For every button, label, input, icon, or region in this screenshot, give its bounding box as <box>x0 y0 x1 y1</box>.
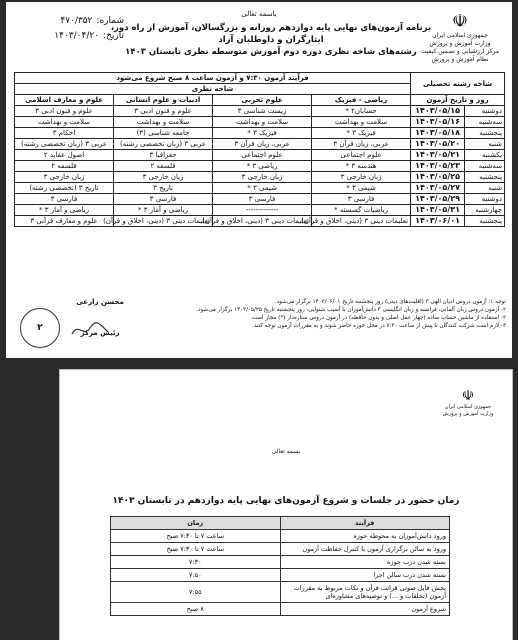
iran-emblem-icon: ☫ <box>461 388 475 404</box>
exam-day: دوشنبه <box>465 194 505 205</box>
number-label: شماره: <box>96 16 124 26</box>
iran-emblem-icon: ☫ <box>451 11 469 32</box>
subject-cell: تاریخ ۳ (تخصصی رشته) <box>15 183 114 194</box>
header-field-science: علوم تجربی <box>213 95 312 106</box>
table-row <box>15 205 505 216</box>
ministry-line-2: وزارت آموزش و پرورش <box>429 40 491 47</box>
subject-cell: سلامت و بهداشت <box>213 117 312 128</box>
date-label: تاریخ: <box>103 31 124 41</box>
date-value: ۱۴۰۳/۰۴/۲۰ <box>54 31 100 41</box>
header-day-date: روز و تاریخ آزمون <box>411 95 505 106</box>
subject-cell: علوم و فنون ادبی ۳ <box>15 106 114 117</box>
official-stamp: ۲ <box>20 308 60 348</box>
subject-cell: شیمی ۳ * <box>312 183 411 194</box>
subject-cell: شیمی ۳ * <box>213 183 312 194</box>
exam-day: پنجشنبه <box>465 172 505 183</box>
subject-cell: عربی ۳ (زبان تخصصی رشته) <box>15 139 114 150</box>
table-row <box>15 194 505 205</box>
table-row <box>15 128 505 139</box>
header-field-math: ریاضی - فیزیک <box>312 95 411 106</box>
table-row <box>111 530 450 543</box>
exam-day: شنبه <box>465 183 505 194</box>
subject-cell: فلسفه ۲ <box>114 161 213 172</box>
subject-cell: سلامت و بهداشت <box>114 117 213 128</box>
exam-date: ۱۴۰۳/۰۵/۱۵ <box>411 106 465 117</box>
subject-cell: تعلیمات دینی ۳ (دینی، اخلاق و قرآن) <box>213 216 312 227</box>
ministry-line-1: جمهوری اسلامی ایران <box>432 32 488 39</box>
ministry-logo <box>438 388 498 418</box>
table-row <box>15 216 505 227</box>
subject-cell: ------------- <box>213 205 312 216</box>
notes-block <box>114 298 506 330</box>
subject-cell: عربی، زبان قرآن ۳ <box>213 139 312 150</box>
header-field: شاخه رشته تحصیلی <box>411 73 505 95</box>
exam-date: ۱۴۰۳/۰۵/۲۵ <box>411 172 465 183</box>
subject-cell: فارسی ۳ <box>312 194 411 205</box>
table-row <box>15 150 505 161</box>
exam-date: ۱۴۰۳/۰۵/۱۶ <box>411 117 465 128</box>
subject-cell: فیزیک ۳ * <box>213 128 312 139</box>
bismillah: بسمه تعالی <box>271 448 301 455</box>
subject-cell: تعلیمات دینی ۳ (دینی، اخلاق و قرآن) <box>114 216 213 227</box>
subject-cell: ریاضیات گسسته * <box>312 205 411 216</box>
header-process: فرآیند <box>280 517 450 530</box>
note-2: ۲- آزمون دروس زبان آلمانی، فرانسه و زبان انگلیسی ۳ دانش‌آموزان با آسیب شنوایی، روز پنجشنبه تاریخ ۱۴۰۳/۰۵/۲۵ برگزار می‌شود. <box>196 307 506 313</box>
signer-name: محسن زارعی <box>76 298 124 306</box>
exam-date: ۱۴۰۳/۰۵/۳۱ <box>411 205 465 216</box>
exam-schedule-sheet <box>6 2 512 358</box>
exam-day: سه‌شنبه <box>465 117 505 128</box>
exam-day: پنجشنبه <box>465 128 505 139</box>
logo-text: جمهوری اسلامی ایران وزارت آموزش و پرورش <box>442 404 494 417</box>
exam-date: ۱۴۰۳/۰۶/۰۱ <box>411 216 465 227</box>
signature-scribble <box>70 320 110 340</box>
exam-day: دوشنبه <box>465 106 505 117</box>
subject-cell: فلسفه ۲ <box>15 161 114 172</box>
note-1: توجه ۱: آزمون دروس ادیان الهی ۳ (اقلیت‌های دینی) روز پنجشنبه تاریخ ۱۴۰۳/۰۶/۰۱ برگزار می‌شود. <box>274 299 506 305</box>
table-row <box>15 139 505 150</box>
table-row <box>111 603 450 616</box>
subject-cell: حسابان۲ * <box>312 106 411 117</box>
table-row <box>15 183 505 194</box>
header-process-note: فرآیند آزمون ۷:۳۰ و آزمون ساعت ۸ صبح شروع می‌شود <box>15 73 411 84</box>
table-row <box>15 106 505 117</box>
subject-cell: زبان خارجی ۳ <box>15 172 114 183</box>
ministry-line-3: مرکز ارزشیابی و تضمین کیفیت نظام آموزش و پرورش <box>420 48 500 63</box>
exam-date: ۱۴۰۳/۰۵/۱۸ <box>411 128 465 139</box>
signer-title: رئیس مرکز <box>80 329 120 337</box>
schedule-title <box>106 22 436 58</box>
note-3: ۳- استفاده از ماشین حساب ساده (چهار عمل اصلی و بدون حافظه) در آزمون دروس ستاره‌دار (*) مجاز است. <box>250 315 506 321</box>
time-cell: ۷:۵۵ <box>111 582 281 603</box>
subject-cell: سلامت و بهداشت <box>312 117 411 128</box>
time-cell: ساعت ۷ تا ۷:۳۰ صبح <box>111 543 281 556</box>
process-cell: بسته شدن درب حوزه <box>280 556 450 569</box>
process-cell: پخش فایل صوتی قرائت قرآن و نکات مربوط به مقررات آزمون (تخلفات و ...) و توصیه‌های مشاوره‌ای <box>280 582 450 603</box>
time-cell: ۷:۳۰ <box>111 556 281 569</box>
subject-cell: علوم و فنون ادبی ۳ <box>114 106 213 117</box>
exam-date: ۱۴۰۳/۰۵/۲۱ <box>411 150 465 161</box>
process-cell: ورود دانش‌آموزان به محوطه حوزه <box>280 530 450 543</box>
subject-cell: علوم اجتماعی <box>312 150 411 161</box>
header-field-islamic: علوم و معارف اسلامی <box>15 95 114 106</box>
subject-cell: هندسه ۳ * <box>312 161 411 172</box>
time-cell: ساعت ۷ تا ۷:۳۰ صبح <box>111 530 281 543</box>
subject-cell: علوم اجتماعی <box>213 150 312 161</box>
timing-table <box>110 516 450 616</box>
subject-cell: زبان خارجی ۳ <box>312 172 411 183</box>
table-row <box>15 161 505 172</box>
subject-cell: عربی ۳ (زبان تخصصی رشته) <box>114 139 213 150</box>
subject-cell: زبان خارجی ۳ <box>114 172 213 183</box>
subject-cell: ریاضی و آمار ۳ * <box>15 205 114 216</box>
table-row <box>111 569 450 582</box>
process-cell: ورود به سالن برگزاری آزمون با کنترل حفاظت آزمون <box>280 543 450 556</box>
process-cell: شروع آزمون <box>280 603 450 616</box>
subject-cell: اصول عقاید ۲ <box>15 150 114 161</box>
timing-title: زمان حضور در جلسات و شروع آزمون‌های نهایی پایه دوازدهم در تابستان ۱۴۰۳ <box>112 496 460 506</box>
table-row <box>15 117 505 128</box>
subject-cell: عربی، زبان قرآن ۳ <box>312 139 411 150</box>
table-row <box>111 543 450 556</box>
exam-date: ۱۴۰۳/۰۵/۲۷ <box>411 183 465 194</box>
subject-cell: تاریخ ۳ <box>114 183 213 194</box>
subject-cell: زیست شناسی ۳ <box>213 106 312 117</box>
title-line-1: برنامه آزمون‌های نهایی پایه دوازدهم روزانه و بزرگسالان، آموزش از راه دور، ایثارگران و داوطلبان آزاد <box>110 23 432 45</box>
exam-timing-sheet <box>60 370 512 640</box>
exam-day: پنجشنبه <box>465 216 505 227</box>
title-line-2: رشته‌های شاخه نظری دوره دوم آموزش متوسطه نظری تابستان ۱۴۰۳ <box>125 47 417 57</box>
subject-cell: ریاضی ۳ * <box>213 161 312 172</box>
exam-day: یکشنبه <box>465 150 505 161</box>
number-value: ۴۷۰/۳۵۲ <box>60 16 93 26</box>
time-cell: ۸ صبح <box>111 603 281 616</box>
header-field-humanities: ادبیات و علوم انسانی <box>114 95 213 106</box>
exam-date: ۱۴۰۳/۰۵/۲۹ <box>411 194 465 205</box>
exam-day: سه‌شنبه <box>465 161 505 172</box>
header-time: زمان <box>111 517 281 530</box>
subject-cell: جغرافیا ۳ <box>114 150 213 161</box>
process-cell: بسته شدن درب سالن اجرا <box>280 569 450 582</box>
subject-cell: فارسی ۳ <box>114 194 213 205</box>
subject-cell: فیزیک ۳ * <box>312 128 411 139</box>
subject-cell: جامعه شناسی (۳) <box>114 128 213 139</box>
note-4: ۴- لازم است شرکت کنندگان تا پیش از ساعت ۷:۳۰ در محل حوزه حاضر شوند و به مقررات آزمون توجه کنند. <box>252 323 506 329</box>
exam-day: چهارشنبه <box>465 205 505 216</box>
exam-date: ۱۴۰۳/۰۵/۲۰ <box>411 139 465 150</box>
subject-cell: زبان خارجی ۳ <box>213 172 312 183</box>
header-branch: شاخه نظری <box>15 84 411 95</box>
subject-cell: فارسی ۳ <box>213 194 312 205</box>
exam-date: ۱۴۰۳/۰۵/۲۳ <box>411 161 465 172</box>
table-row <box>15 172 505 183</box>
subject-cell: تعلیمات دینی ۳ (دینی، اخلاق و قرآن) <box>312 216 411 227</box>
table-row <box>111 556 450 569</box>
bismillah: باسمه تعالی <box>241 10 277 18</box>
subject-cell: سلامت و بهداشت <box>15 117 114 128</box>
subject-cell: فارسی ۳ <box>15 194 114 205</box>
exam-day: شنبه <box>465 139 505 150</box>
subject-cell: ریاضی و آمار ۳ * <box>114 205 213 216</box>
subject-cell: علوم و معارف قرآنی ۳ <box>15 216 114 227</box>
subject-cell: احکام ۳ <box>15 128 114 139</box>
time-cell: ۷:۵۰ <box>111 569 281 582</box>
exam-schedule-table <box>14 72 505 227</box>
table-row <box>111 582 450 603</box>
